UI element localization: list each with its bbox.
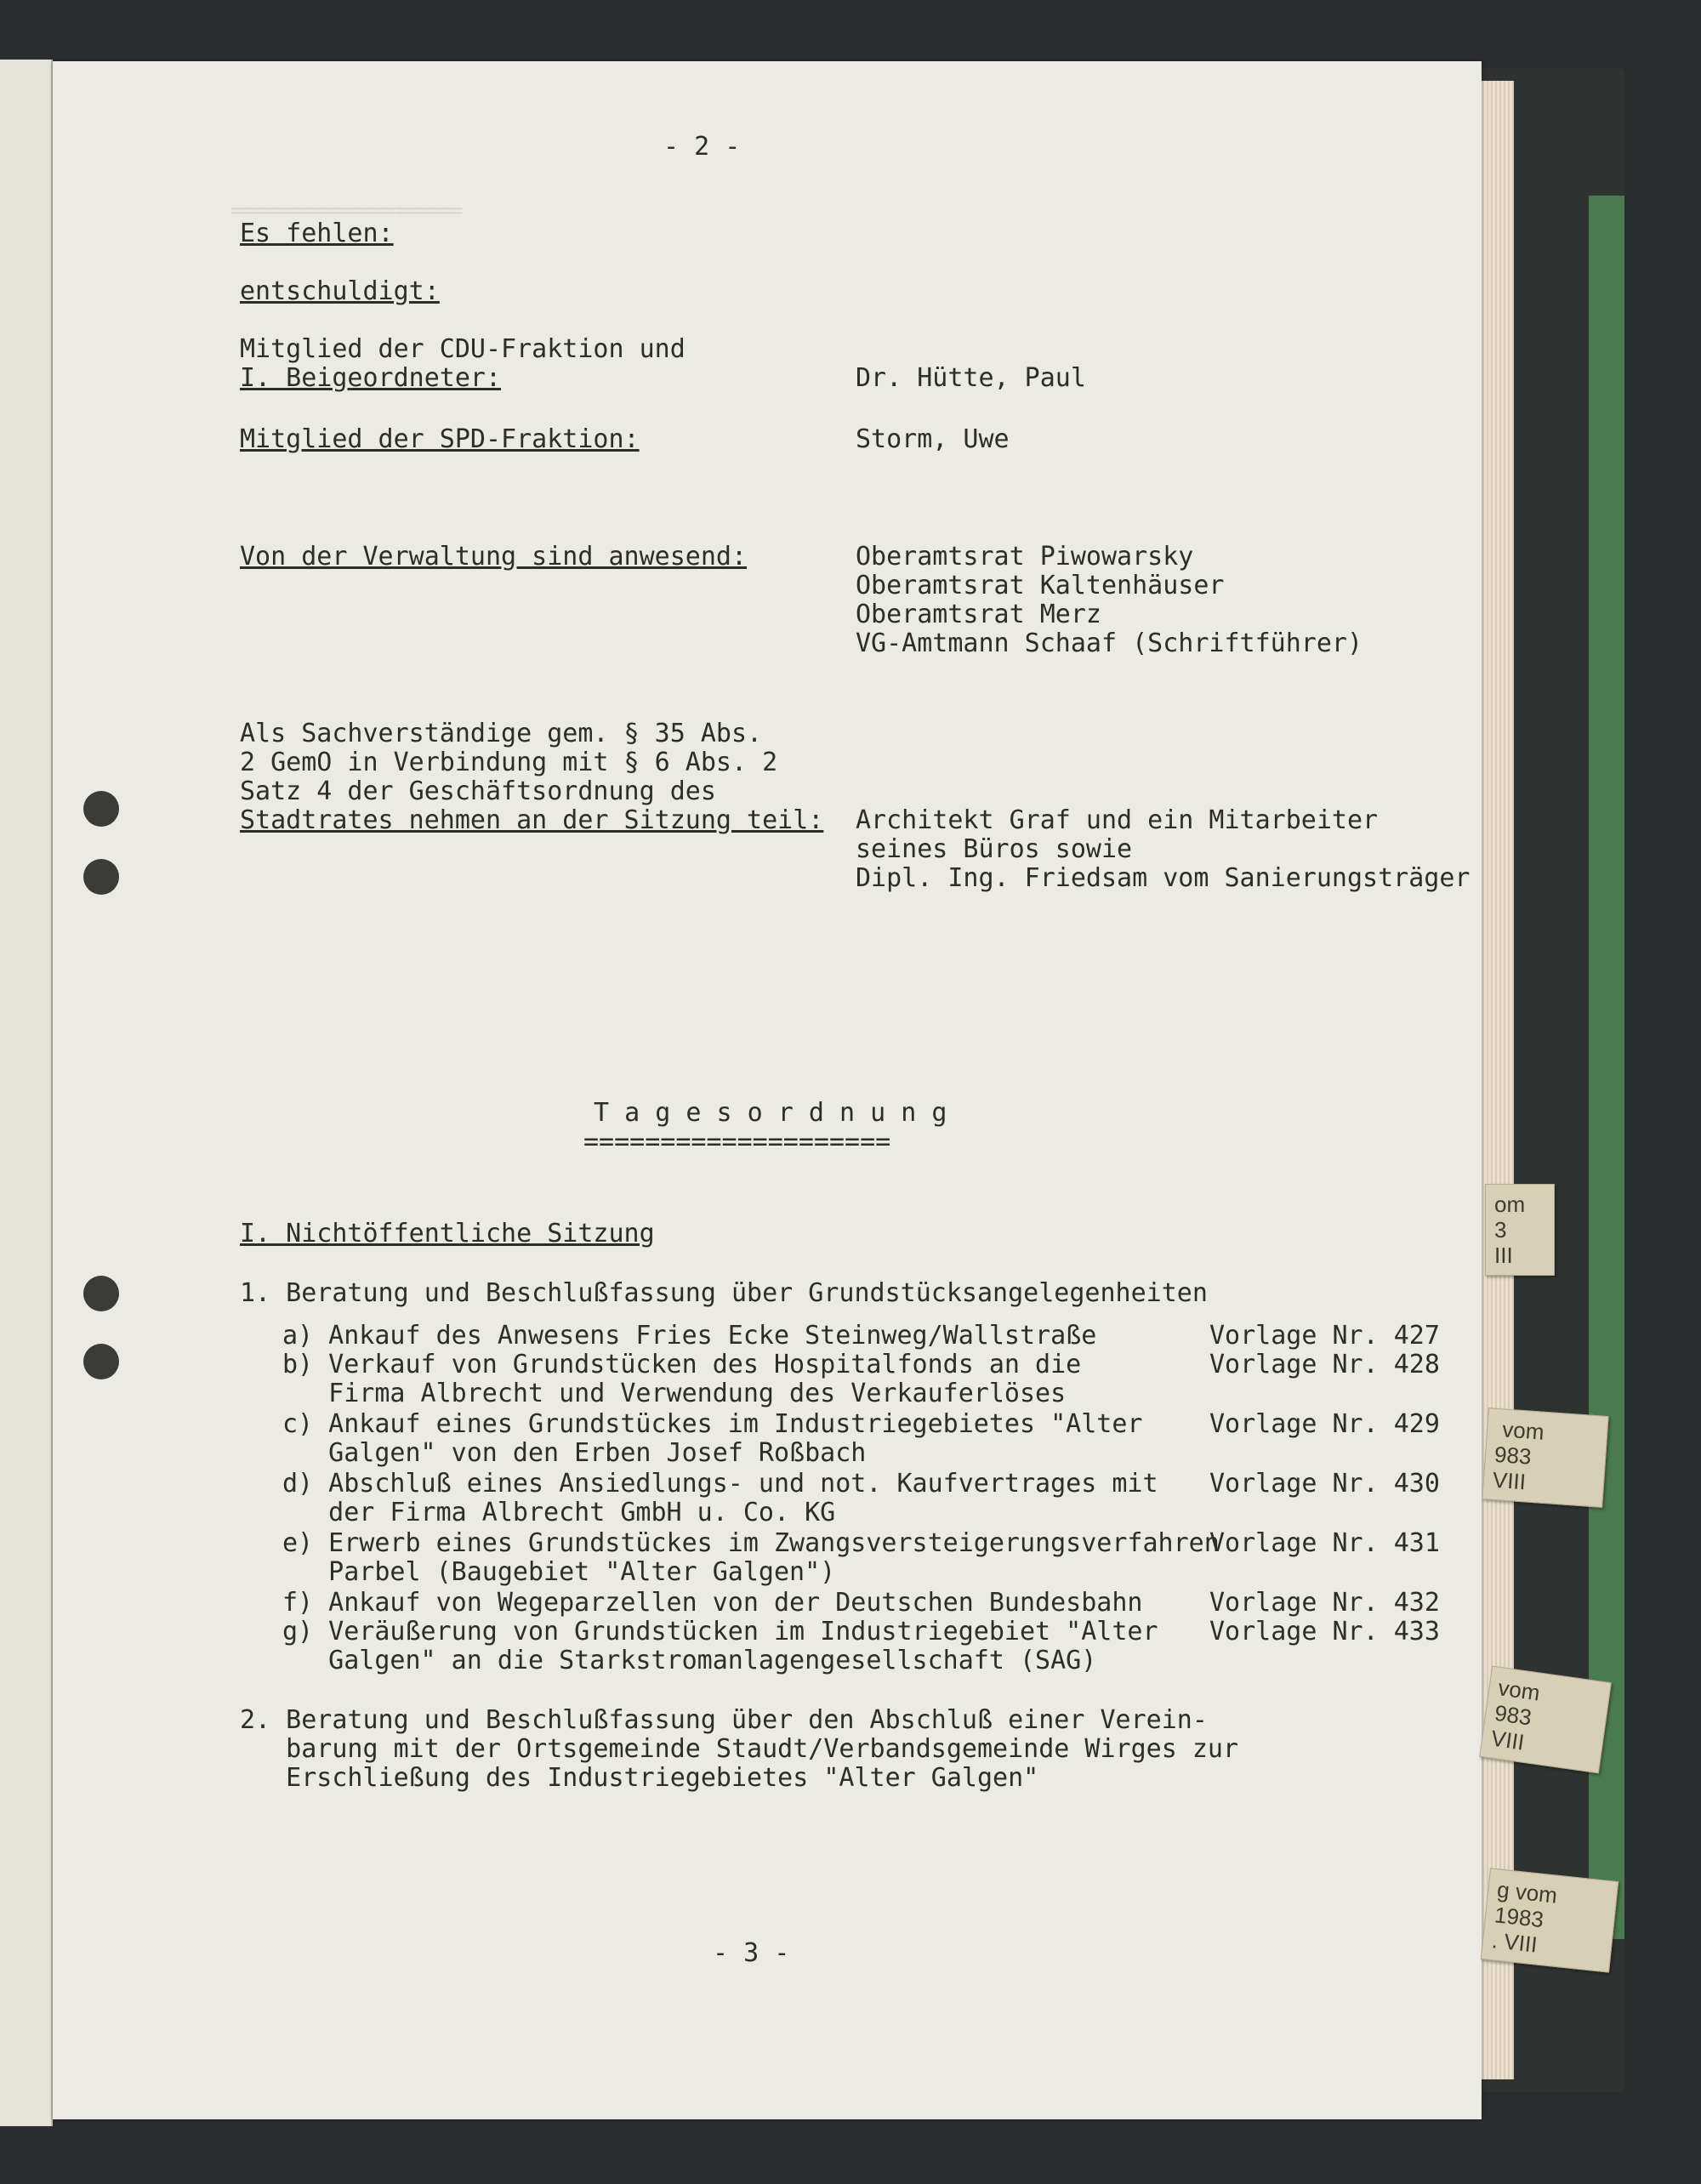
experts-name: Architekt Graf und ein Mitarbeiter: [856, 805, 1379, 835]
agenda-subitem: e) Erwerb eines Grundstückes im Zwangsversteigerungsverfahren: [282, 1528, 1220, 1558]
administration-name: Oberamtsrat Kaltenhäuser: [856, 571, 1225, 600]
agenda-subitem: f) Ankauf von Wegeparzellen von der Deutschen Bundesbahn: [282, 1588, 1143, 1618]
cdu-label-line1: Mitglied der CDU-Fraktion und: [240, 334, 686, 364]
vorlage-ref: Vorlage Nr. 432: [1209, 1588, 1440, 1618]
agenda-subitem: der Firma Albrecht GmbH u. Co. KG: [282, 1498, 836, 1527]
agenda-title-rule: ====================: [583, 1127, 891, 1157]
punch-hole: [83, 859, 119, 895]
experts-text-line: Satz 4 der Geschäftsordnung des: [240, 776, 716, 806]
experts-text-line: 2 GemO in Verbindung mit § 6 Abs. 2: [240, 748, 778, 777]
administration-name: Oberamtsrat Piwowarsky: [856, 542, 1194, 572]
vorlage-ref: Vorlage Nr. 430: [1209, 1469, 1440, 1499]
agenda-subitem: a) Ankauf des Anwesens Fries Ecke Steinweg/Wallstraße: [282, 1321, 1097, 1351]
register-tab[interactable]: vom 983 VIII: [1479, 1666, 1612, 1774]
bleed-through-shadow: ═══════════════: [231, 196, 462, 226]
cdu-label-line2: I. Beigeordneter:: [240, 363, 502, 393]
register-tab[interactable]: vom 983 VIII: [1482, 1408, 1608, 1508]
experts-name: seines Büros sowie: [856, 834, 1133, 864]
agenda-subitem: g) Veräußerung von Grundstücken im Industriegebiet "Alter: [282, 1617, 1158, 1647]
administration-name: Oberamtsrat Merz: [856, 600, 1101, 629]
vorlage-ref: Vorlage Nr. 431: [1209, 1528, 1440, 1558]
cdu-member-name: Dr. Hütte, Paul: [856, 363, 1086, 393]
register-tab[interactable]: om 3 III: [1485, 1184, 1555, 1276]
absent-heading: Es fehlen:: [240, 219, 394, 248]
register-tab[interactable]: g vom 1983 . VIII: [1481, 1868, 1619, 1972]
administration-name: VG-Amtmann Schaaf (Schriftführer): [856, 628, 1363, 658]
vorlage-ref: Vorlage Nr. 428: [1209, 1350, 1440, 1379]
agenda-subitem: Galgen" von den Erben Josef Roßbach: [282, 1438, 867, 1468]
agenda-item: Erschließung des Industriegebietes "Alter Galgen": [240, 1763, 1039, 1793]
agenda-item: 1. Beratung und Beschlußfassung über Grundstücksangelegenheiten: [240, 1278, 1208, 1308]
page-number-top: - 2 -: [663, 132, 741, 162]
punch-hole: [83, 1344, 119, 1379]
administration-label: Von der Verwaltung sind anwesend:: [240, 542, 748, 572]
punch-hole: [83, 791, 119, 827]
agenda-item: 2. Beratung und Beschlußfassung über den Abschluß einer Verein-: [240, 1705, 1208, 1735]
spd-label: Mitglied der SPD-Fraktion:: [240, 424, 640, 454]
vorlage-ref: Vorlage Nr. 429: [1209, 1409, 1440, 1439]
experts-name: Dipl. Ing. Friedsam vom Sanierungsträger: [856, 863, 1471, 893]
binder-spine-strip: [1589, 196, 1624, 1939]
agenda-section-title: I. Nichtöffentliche Sitzung: [240, 1219, 655, 1248]
experts-text-line: Stadtrates nehmen an der Sitzung teil:: [240, 805, 824, 835]
agenda-subitem: Firma Albrecht und Verwendung des Verkauferlöses: [282, 1379, 1067, 1408]
agenda-subitem: d) Abschluß eines Ansiedlungs- und not. Kaufvertrages mit: [282, 1469, 1158, 1499]
document-page: [53, 61, 1482, 2119]
punch-hole: [83, 1276, 119, 1311]
excused-label: entschuldigt:: [240, 276, 440, 306]
agenda-subitem: Galgen" an die Starkstromanlagengesellschaft (SAG): [282, 1646, 1097, 1675]
vorlage-ref: Vorlage Nr. 433: [1209, 1617, 1440, 1647]
agenda-item: barung mit der Ortsgemeinde Staudt/Verbandsgemeinde Wirges zur: [240, 1734, 1238, 1764]
agenda-subitem: Parbel (Baugebiet "Alter Galgen"): [282, 1557, 836, 1587]
previous-page-edge: [0, 60, 53, 2126]
agenda-subitem: b) Verkauf von Grundstücken des Hospitalfonds an die: [282, 1350, 1082, 1379]
page-number-bottom: - 3 -: [713, 1938, 790, 1968]
experts-text-line: Als Sachverständige gem. § 35 Abs.: [240, 719, 763, 748]
agenda-title: T a g e s o r d n u n g: [594, 1098, 947, 1128]
vorlage-ref: Vorlage Nr. 427: [1209, 1321, 1440, 1351]
spd-member-name: Storm, Uwe: [856, 424, 1010, 454]
agenda-subitem: c) Ankauf eines Grundstückes im Industriegebietes "Alter: [282, 1409, 1143, 1439]
